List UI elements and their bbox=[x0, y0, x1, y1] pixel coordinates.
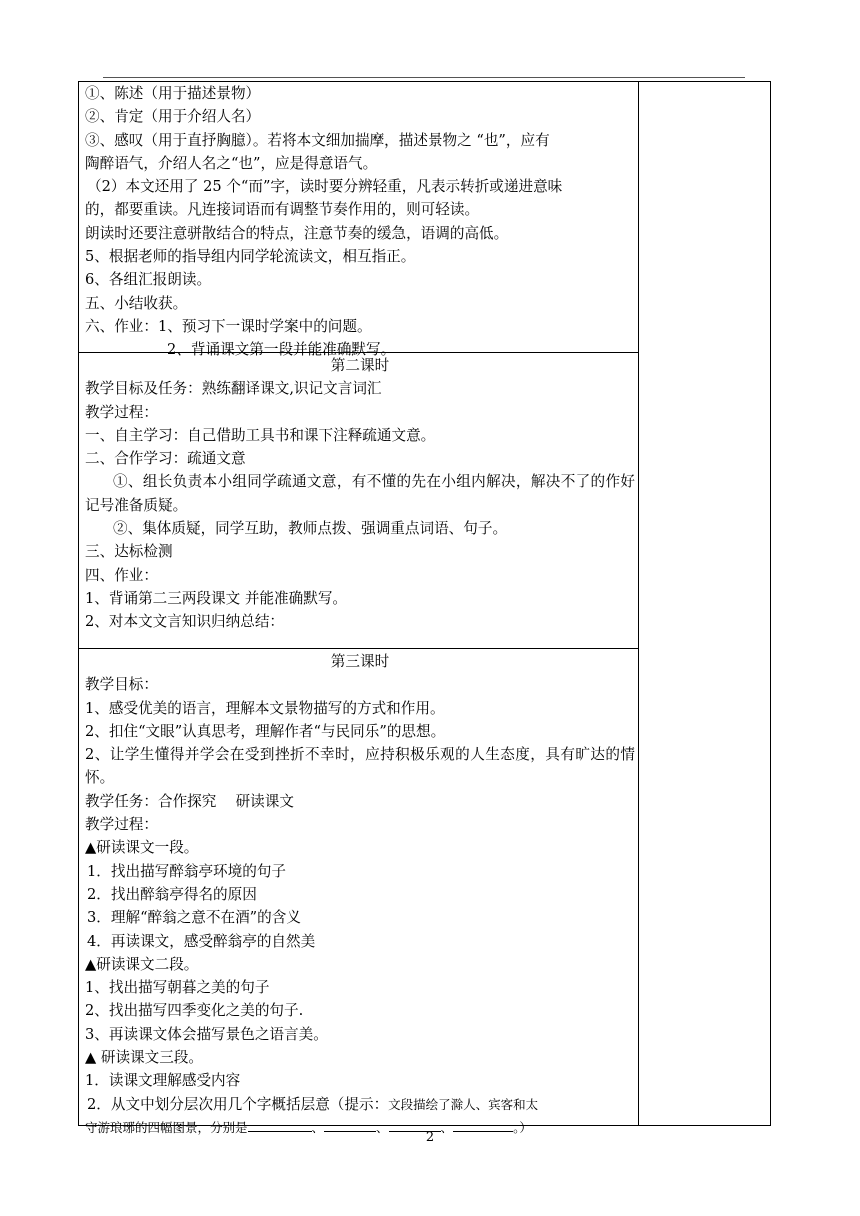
text-line: 1．读课文理解感受内容 bbox=[85, 1072, 241, 1090]
lesson-2 bbox=[85, 354, 635, 634]
text-line: 6、各组汇报朗读。 bbox=[85, 271, 212, 289]
text-line: 2、背诵课文第一段并能准确默写。 bbox=[167, 341, 396, 359]
text-line: 三、达标检测 bbox=[85, 543, 173, 561]
text-line: ①、陈述（用于描述景物） bbox=[85, 85, 261, 102]
text-line: ▲ 研读课文三段。 bbox=[85, 1049, 204, 1067]
text-line: 教学目标及任务：熟练翻译课文,识记文言词汇 bbox=[85, 380, 382, 398]
text-line: 5、根据老师的指导组内同学轮流读文，相互指正。 bbox=[85, 248, 416, 266]
closing-punctuation: 。） bbox=[513, 1119, 532, 1135]
text-line: 1、感受优美的语言，理解本文景物描写的方式和作用。 bbox=[85, 699, 445, 717]
separator: 、 bbox=[311, 1119, 325, 1135]
text-line: 五、小结收获。 bbox=[85, 294, 188, 312]
text-line: 六、作业：1、预习下一课时学案中的问题。 bbox=[85, 317, 372, 335]
text-line: 教学目标： bbox=[85, 676, 158, 694]
hint-text: 文段描绘了滁人、宾客和太 bbox=[388, 1096, 539, 1112]
text-line: 二、合作学习：疏通文意 bbox=[85, 450, 246, 468]
lesson-title: 第二课时 bbox=[330, 357, 390, 374]
text-paragraph: ①、组长负责本小组同学疏通文意，有不懂的先在小组内解决，解决不了的作好记号准备质疑。 bbox=[85, 473, 635, 514]
lesson-1-continuation bbox=[85, 82, 635, 362]
row-divider-2 bbox=[79, 648, 638, 649]
text-line: 四、作业： bbox=[85, 566, 158, 584]
text-line: 3、再读课文体会描写景色之语言美。 bbox=[85, 1025, 328, 1043]
text-line: 1、找出描写朝暮之美的句子 bbox=[85, 979, 270, 997]
lesson-title: 第三课时 bbox=[330, 653, 390, 670]
text-line bbox=[85, 1093, 635, 1116]
text-line: 朗读时还要注意骈散结合的特点，注意节奏的缓急，语调的高低。 bbox=[85, 224, 509, 242]
text-line: ▲研读课文二段。 bbox=[85, 955, 199, 973]
text-line: ▲研读课文一段。 bbox=[85, 839, 199, 857]
text-line: （2）本文还用了 25 个“而”字，读时要分辨轻重，凡表示转折或递进意味 bbox=[87, 178, 563, 196]
text-line: 教学任务：合作探究 研读课文 bbox=[85, 792, 294, 810]
separator: 、 bbox=[440, 1119, 454, 1135]
text-line: 4．再读课文，感受醉翁亭的自然美 bbox=[87, 932, 316, 950]
text-paragraph: 2、让学生懂得并学会在受到挫折不幸时，应持积极乐观的人生态度，具有旷达的情怀。 bbox=[85, 746, 635, 787]
text-line: 的，都要重读。凡连接词语而有调整节奏作用的，则可轻读。 bbox=[85, 201, 480, 219]
notes-column-divider bbox=[638, 82, 639, 1125]
text-line: 2、对本文文言知识归纳总结： bbox=[85, 613, 285, 631]
text-line: ③、感叹（用于直抒胸臆）。若将本文细加揣摩，描述景物之 “也”，应有 bbox=[85, 131, 550, 149]
text-line: 一、自主学习：自己借助工具书和课下注释疏通文意。 bbox=[85, 426, 436, 444]
text-line: 1、背诵第二三两段课文 并能准确默写。 bbox=[85, 589, 348, 607]
text-line: 陶醉语气，介绍人名之“也”，应是得意语气。 bbox=[85, 154, 378, 172]
text-line: ②、集体质疑，同学互助，教师点拨、强调重点词语、句子。 bbox=[113, 520, 508, 538]
lesson-plan-table bbox=[78, 81, 771, 1135]
lesson-3 bbox=[85, 650, 635, 1139]
hint-text: 守游琅琊的四幅图景，分别是 bbox=[85, 1119, 248, 1135]
page-number: 2 bbox=[425, 1130, 435, 1145]
text-line: 3．理解“醉翁之意不在酒”的含义 bbox=[87, 909, 301, 927]
page-header-rule bbox=[103, 77, 745, 78]
text-line: 2、找出描写四季变化之美的句子. bbox=[85, 1002, 304, 1020]
text-line: 1．找出描写醉翁亭环境的句子 bbox=[87, 862, 287, 880]
text-line: 教学过程： bbox=[85, 403, 158, 421]
text-line: 2、扣住“文眼”认真思考，理解作者“与民同乐”的思想。 bbox=[85, 722, 446, 740]
text-fragment: 2．从文中划分层次用几个字概括层意（提示： bbox=[87, 1095, 389, 1113]
text-line: 2．找出醉翁亭得名的原因 bbox=[87, 885, 257, 903]
text-line: 教学过程： bbox=[85, 816, 158, 834]
text-line: ②、肯定（用于介绍人名） bbox=[85, 108, 261, 126]
separator: 、 bbox=[376, 1119, 389, 1135]
